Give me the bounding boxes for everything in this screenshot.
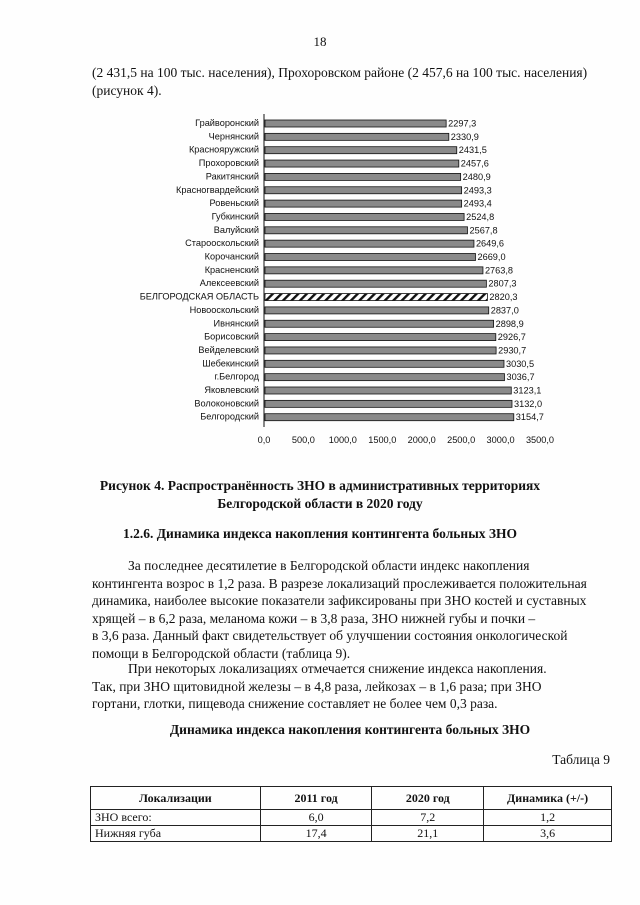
chart-data-label: 2930,7 bbox=[498, 345, 527, 356]
chart-bar bbox=[265, 213, 464, 220]
chart-data-label: 2431,5 bbox=[458, 145, 487, 156]
chart-data-label: 2493,4 bbox=[463, 198, 492, 209]
chart-category-label: Валуйский bbox=[213, 224, 259, 235]
chart-x-tick-label: 1500,0 bbox=[368, 435, 397, 446]
chart-category-label: Ивнянский bbox=[213, 318, 259, 329]
chart-category-label: Ровеньский bbox=[209, 198, 259, 209]
chart-bar bbox=[265, 200, 462, 207]
chart-bar bbox=[265, 280, 486, 287]
chart-category-label: Краснояружский bbox=[188, 144, 259, 155]
chart-data-label: 3154,7 bbox=[515, 412, 544, 423]
chart-x-tick-label: 3000,0 bbox=[486, 435, 515, 446]
chart-bar bbox=[265, 307, 489, 314]
table-cell: 7,2 bbox=[372, 810, 484, 826]
chart-x-tick-label: 3500,0 bbox=[525, 435, 555, 446]
chart-bar bbox=[265, 400, 512, 407]
chart-data-label: 2457,6 bbox=[460, 158, 489, 169]
chart-category-label: Чернянский bbox=[208, 131, 259, 142]
paragraph-2 bbox=[92, 660, 612, 713]
chart-data-label: 2926,7 bbox=[497, 332, 526, 343]
chart-category-label: Волоконовский bbox=[194, 398, 259, 409]
table-cell: 6,0 bbox=[260, 810, 372, 826]
chart-bar bbox=[265, 414, 514, 421]
table-row bbox=[91, 810, 612, 826]
chart-bar bbox=[265, 374, 504, 381]
chart-data-label: 2493,3 bbox=[463, 185, 492, 196]
chart-bar bbox=[265, 267, 483, 274]
paragraph-line: При некоторых локализациях отмечается снижение индекса накопления. bbox=[128, 661, 547, 676]
intro-line: (рисунок 4). bbox=[92, 83, 162, 98]
table-heading: Динамика индекса накопления контингента больных ЗНО bbox=[169, 722, 531, 737]
chart-category-label: Новооскольский bbox=[189, 304, 259, 315]
chart-bar bbox=[265, 173, 461, 180]
chart-category-label: Грайворонский bbox=[195, 118, 259, 128]
chart-data-label: 2480,9 bbox=[462, 171, 491, 182]
paragraph-line: в 3,6 раза. Данный факт свидетельствует об улучшении состояния онкологической bbox=[92, 628, 568, 643]
chart-data-label: 2649,6 bbox=[475, 238, 505, 249]
table-cell: Нижняя губа bbox=[91, 826, 261, 842]
chart-data-label: 3123,1 bbox=[513, 385, 542, 396]
chart-category-label: Белгородский bbox=[200, 411, 259, 422]
chart-x-tick-label: 500,0 bbox=[291, 435, 315, 446]
paragraph-line: гортани, глотки, пищевода снижение составляет не более чем 0,3 раза. bbox=[92, 696, 498, 711]
intro-line: (2 431,5 на 100 тыс. населения), Прохоровском районе (2 457,6 на 100 тыс. населения) bbox=[92, 65, 588, 80]
chart-bar bbox=[265, 120, 446, 127]
chart-bar bbox=[265, 387, 511, 394]
intro-paragraph bbox=[92, 64, 612, 100]
chart-category-label: Борисовский bbox=[204, 331, 259, 342]
paragraph-line: контингента возрос в 1,2 раза. В разрезе локализаций прослеживается положительная bbox=[92, 575, 587, 591]
chart-bar bbox=[265, 360, 504, 367]
figure-caption-line: Рисунок 4. Распространённость ЗНО в административных территориях bbox=[99, 478, 541, 493]
page-number: 18 bbox=[313, 34, 327, 49]
section-heading: 1.2.6. Динамика индекса накопления контингента больных ЗНО bbox=[123, 526, 517, 541]
table-row bbox=[91, 826, 612, 842]
chart-bar bbox=[265, 320, 494, 327]
chart-data-label: 3030,5 bbox=[505, 358, 535, 369]
figure-caption-line: Белгородской области в 2020 году bbox=[217, 496, 423, 511]
prevalence-bar-chart bbox=[120, 114, 600, 454]
paragraph-line: помощи в Белгородской области (таблица 9). bbox=[92, 645, 351, 661]
chart-category-label: Красногвардейский bbox=[176, 184, 259, 195]
chart-data-label: 2820,3 bbox=[489, 292, 518, 303]
chart-bar bbox=[265, 147, 457, 154]
chart-category-label: Старооскольский bbox=[185, 238, 259, 249]
table-cell: 17,4 bbox=[260, 826, 372, 842]
chart-bar bbox=[265, 227, 467, 234]
index-table bbox=[90, 786, 612, 842]
chart-category-label: Вейделевский bbox=[198, 344, 259, 355]
chart-category-label: Губкинский bbox=[211, 211, 259, 222]
paragraph-line: динамика, наиболее высокие показатели зафиксированы при ЗНО костей и суставных bbox=[92, 593, 587, 608]
chart-bar-region-total bbox=[265, 294, 487, 301]
chart-x-tick-label: 2000,0 bbox=[407, 435, 436, 446]
chart-x-tick-label: 2500,0 bbox=[447, 435, 476, 446]
table-header-cell: 2020 год bbox=[372, 787, 484, 810]
figure-caption bbox=[0, 477, 640, 513]
chart-category-label: Прохоровский bbox=[198, 158, 259, 169]
chart-category-label: Алексеевский bbox=[199, 278, 259, 289]
chart-data-label: 2669,0 bbox=[477, 252, 506, 262]
table-cell: 1,2 bbox=[484, 810, 612, 826]
chart-data-label: 2837,0 bbox=[490, 305, 519, 316]
table-cell: 3,6 bbox=[484, 826, 612, 842]
chart-bar bbox=[265, 187, 462, 194]
chart-bar bbox=[265, 254, 475, 261]
chart-data-label: 2330,9 bbox=[450, 131, 479, 142]
table-header-row bbox=[91, 787, 612, 810]
paragraph-line: За последнее десятилетие в Белгородской области индекс накопления bbox=[128, 558, 530, 573]
chart-bar bbox=[265, 133, 449, 140]
chart-category-label: г.Белгород bbox=[214, 371, 259, 382]
chart-data-label: 2807,3 bbox=[488, 278, 517, 289]
table-cell: ЗНО всего: bbox=[91, 810, 261, 826]
chart-category-label: Ракитянский bbox=[205, 171, 259, 182]
chart-category-label: Яковлевский bbox=[204, 385, 259, 395]
chart-data-label: 2524,8 bbox=[466, 211, 495, 222]
chart-category-label: БЕЛГОРОДСКАЯ ОБЛАСТЬ bbox=[139, 291, 259, 302]
paragraph-line: Так, при ЗНО щитовидной железы – в 4,8 раза, лейкозах – в 1,6 раза; при ЗНО bbox=[92, 678, 542, 694]
chart-bar bbox=[265, 240, 474, 247]
chart-data-label: 3132,0 bbox=[513, 398, 543, 409]
table-cell: 21,1 bbox=[372, 826, 484, 842]
chart-data-label: 2297,3 bbox=[448, 118, 477, 129]
chart-x-tick-label: 1000,0 bbox=[328, 435, 357, 446]
chart-data-label: 2898,9 bbox=[495, 318, 524, 329]
chart-x-tick-label: 0,0 bbox=[257, 435, 271, 446]
table-header-cell: Динамика (+/-) bbox=[484, 787, 612, 810]
chart-data-label: 2763,8 bbox=[484, 265, 514, 276]
chart-category-label: Шебекинский bbox=[202, 358, 259, 369]
chart-category-label: Корочанский bbox=[204, 251, 259, 262]
chart-bar bbox=[265, 160, 459, 167]
table-label: Таблица 9 bbox=[552, 752, 610, 767]
chart-data-label: 2567,8 bbox=[469, 225, 498, 236]
table-header-cell: Локализации bbox=[91, 787, 261, 810]
paragraph-line: хрящей – в 6,2 раза, меланома кожи – в 3,8 раза, ЗНО нижней губы и почки – bbox=[92, 610, 536, 626]
chart-category-label: Красненский bbox=[204, 264, 259, 275]
chart-bar bbox=[265, 347, 496, 354]
paragraph-1 bbox=[92, 557, 612, 662]
chart-bar bbox=[265, 334, 496, 341]
chart-data-label: 3036,7 bbox=[506, 372, 535, 383]
table-header-cell: 2011 год bbox=[260, 787, 372, 810]
